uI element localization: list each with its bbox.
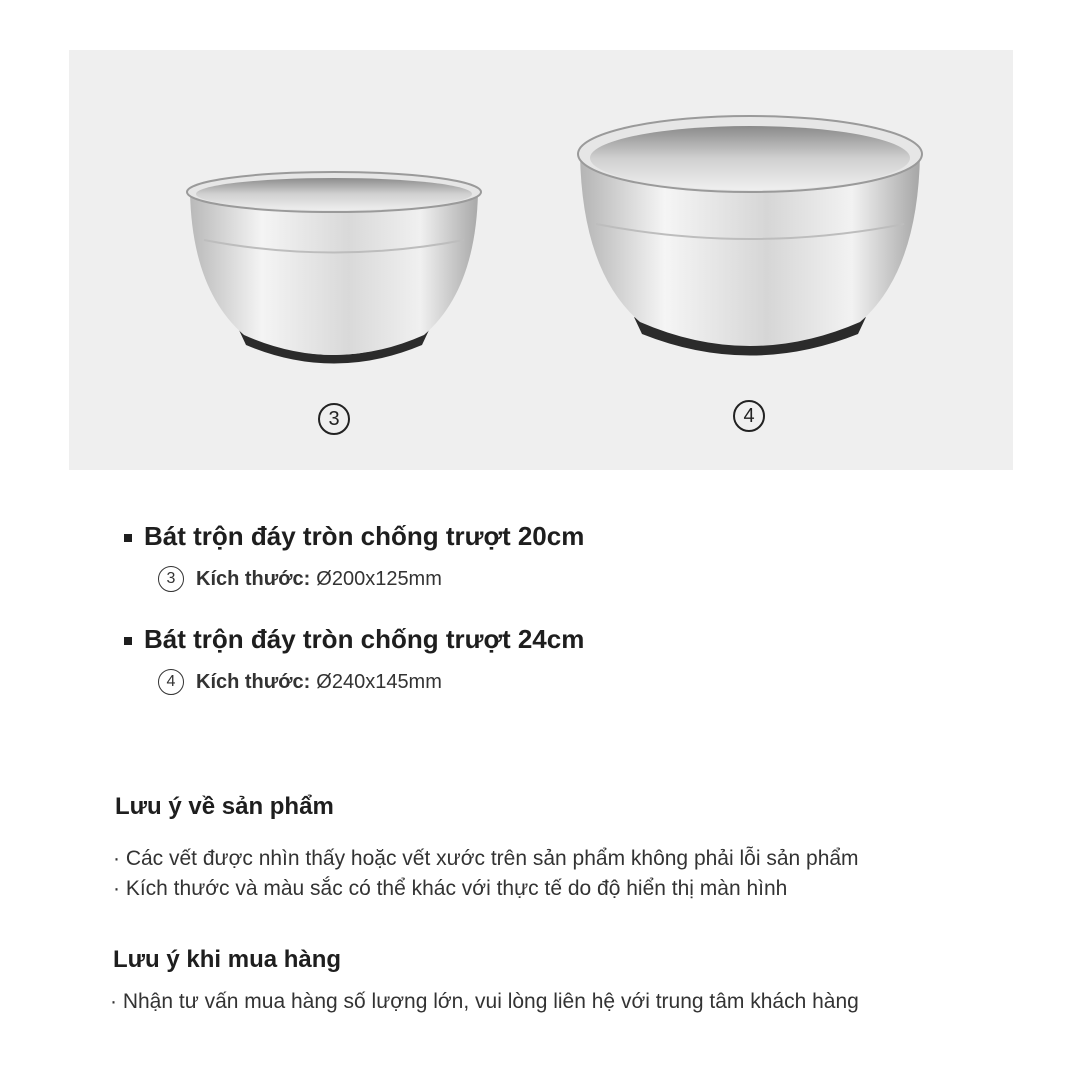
- spec-value: Ø240x145mm: [316, 670, 442, 693]
- product-notes-heading: Lưu ý về sản phẩm: [115, 793, 334, 820]
- large-bowl-image: [574, 112, 926, 377]
- spec-item-20cm: [124, 521, 584, 592]
- product-note-item: · Kích thước và màu sắc có thể khác với thực tế do độ hiển thị màn hình: [113, 877, 788, 900]
- purchase-notes-heading: Lưu ý khi mua hàng: [113, 946, 342, 973]
- product-photo: [69, 50, 1013, 470]
- bowl-number-4: 4: [733, 400, 765, 432]
- small-bowl-image: [184, 170, 484, 380]
- bowl-number-3: 3: [318, 403, 350, 435]
- spec-number: 3: [158, 566, 184, 592]
- spec-title: Bát trộn đáy tròn chống trượt 24cm: [144, 624, 585, 654]
- spec-key: Kích thước:: [196, 567, 311, 590]
- spec-number: 4: [158, 669, 184, 695]
- spec-title: Bát trộn đáy tròn chống trượt 20cm: [144, 521, 585, 551]
- product-note-item: · Các vết được nhìn thấy hoặc vết xước trên sản phẩm không phải lỗi sản phẩm: [113, 847, 859, 870]
- spec-item-24cm: [124, 624, 584, 695]
- square-bullet-icon: [124, 637, 132, 645]
- spec-value: Ø200x125mm: [316, 567, 442, 590]
- square-bullet-icon: [124, 534, 132, 542]
- spec-key: Kích thước:: [196, 670, 311, 693]
- purchase-note-item: · Nhận tư vấn mua hàng số lượng lớn, vui lòng liên hệ với trung tâm khách hàng: [110, 990, 859, 1013]
